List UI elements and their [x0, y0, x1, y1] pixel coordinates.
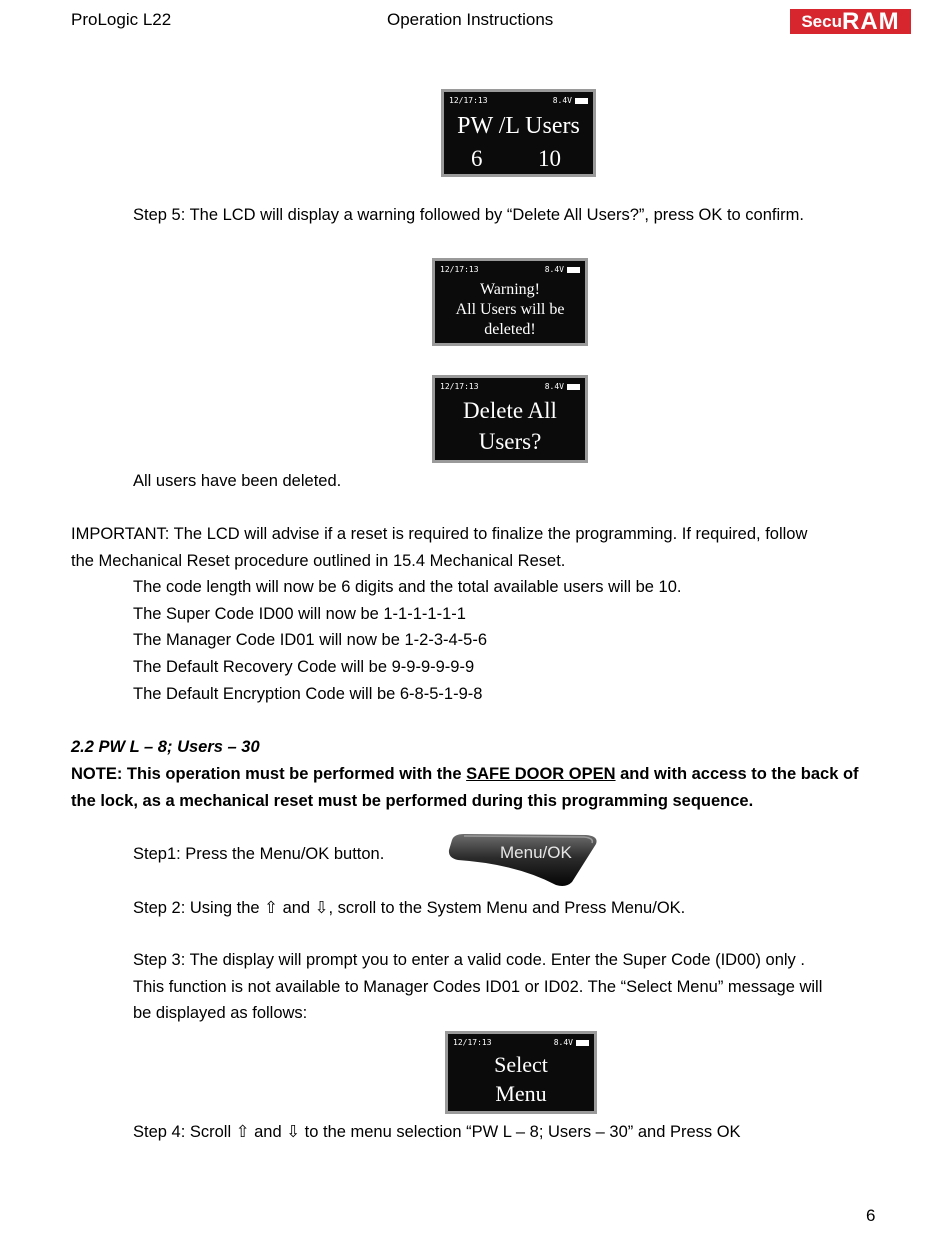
lcd-status-bar — [453, 1038, 589, 1048]
lcd-display-warning — [432, 258, 588, 346]
lcd-display-delete-all-users — [432, 375, 588, 463]
step3-line-1: Step 3: The display will prompt you to enter a valid code. Enter the Super Code (ID00) only . — [133, 951, 805, 969]
lcd-line-1: Warning! — [479, 281, 541, 298]
lcd-voltage: 8.4V — [544, 382, 564, 391]
lcd-display-pwl-users — [441, 89, 596, 177]
lcd-time: 12/17:13 — [440, 382, 479, 391]
logo-text-ram: RAM — [841, 8, 900, 35]
lcd-line-2: Users? — [478, 429, 542, 454]
section-heading: 2.2 PW L – 8; Users – 30 — [71, 738, 260, 756]
lcd-line-1: Delete All — [463, 398, 557, 423]
menu-ok-label: Menu/OK — [500, 843, 572, 862]
all-deleted-text: All users have been deleted. — [133, 472, 342, 490]
note-line-2: the lock, as a mechanical reset must be performed during this programming sequence. — [71, 792, 754, 810]
step4-text: Step 4: Scroll ⇧ and ⇩ to the menu selection “PW L – 8; Users – 30” and Press OK — [133, 1123, 741, 1141]
important-line-2: the Mechanical Reset procedure outlined in 15.4 Mechanical Reset. — [71, 552, 566, 570]
battery-icon — [575, 98, 588, 104]
important-line-1: IMPORTANT: The LCD will advise if a reset is required to finalize the programming. If required, follow — [71, 525, 808, 543]
lcd-voltage: 8.4V — [544, 265, 564, 274]
lcd-status-bar — [440, 265, 580, 275]
lcd-voltage: 8.4V — [553, 1038, 573, 1047]
info-super-code: The Super Code ID00 will now be 1-1-1-1-1-1 — [133, 605, 466, 623]
lcd-time: 12/17:13 — [440, 265, 479, 274]
header-title-left: ProLogic L22 — [71, 10, 172, 29]
note-prefix: NOTE: This operation must be performed with the — [71, 765, 467, 783]
lcd-time: 12/17:13 — [449, 96, 488, 105]
info-encryption-code: The Default Encryption Code will be 6-8-5-1-9-8 — [133, 685, 483, 703]
logo-text-secu: Secu — [801, 12, 842, 31]
battery-icon — [576, 1040, 589, 1046]
info-code-length: The code length will now be 6 digits and the total available users will be 10. — [133, 578, 682, 596]
header-title-center: Operation Instructions — [387, 10, 554, 29]
page-number: 6 — [866, 1206, 876, 1225]
step1-text: Step1: Press the Menu/OK button. — [133, 845, 385, 863]
lcd-value-pwl: 6 — [471, 146, 483, 171]
securam-logo — [790, 9, 911, 34]
step2-text: Step 2: Using the ⇧ and ⇩, scroll to the System Menu and Press Menu/OK. — [133, 899, 686, 917]
lcd-status-bar — [449, 96, 588, 106]
lcd-line-1: PW /L Users — [457, 113, 580, 139]
lcd-line-2: All Users will be — [455, 301, 565, 318]
note-emphasis: SAFE DOOR OPEN — [466, 765, 616, 783]
lcd-line-3: deleted! — [484, 321, 536, 338]
battery-icon — [567, 384, 580, 390]
step3-line-3: be displayed as follows: — [133, 1004, 308, 1022]
lcd-display-select-menu — [445, 1031, 597, 1114]
battery-icon — [567, 267, 580, 273]
lcd-status-bar — [440, 382, 580, 392]
note-suffix: and with access to the back of — [615, 765, 859, 783]
lcd-voltage: 8.4V — [552, 96, 572, 105]
note-line-1 — [71, 765, 859, 784]
lcd-line-2: Menu — [495, 1081, 547, 1106]
info-recovery-code: The Default Recovery Code will be 9-9-9-9-9-9 — [133, 658, 475, 676]
lcd-value-users: 10 — [538, 146, 561, 171]
info-manager-code: The Manager Code ID01 will now be 1-2-3-4-5-6 — [133, 631, 488, 649]
step5-text: Step 5: The LCD will display a warning followed by “Delete All Users?”, press OK to confirm. — [133, 206, 804, 224]
menu-ok-button-image — [446, 832, 600, 888]
step3-line-2: This function is not available to Manager Codes ID01 or ID02. The “Select Menu” message will — [133, 978, 823, 996]
lcd-time: 12/17:13 — [453, 1038, 492, 1047]
lcd-line-1: Select — [494, 1052, 548, 1077]
